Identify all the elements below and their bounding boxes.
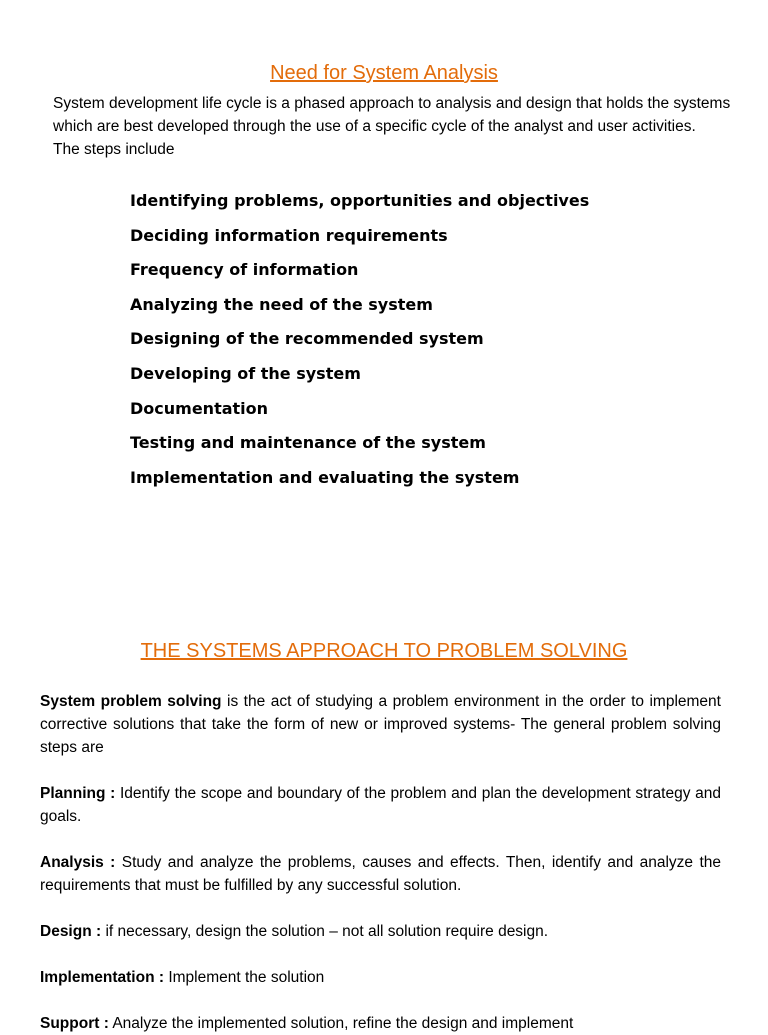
definition-text: is the act of studying a problem environment in the order to implement corrective solutions that take the form of new or improved systems- The general problem solving steps are [40,693,721,756]
term-label: Support : [40,1015,109,1032]
term-label: Implementation : [40,969,165,986]
intro-paragraph: System development life cycle is a phased approach to analysis and design that holds the systems which are best developed through the use of a specific cycle of the analyst and user activities. [53,95,731,135]
list-item: Frequency of information [130,260,359,280]
list-item: Testing and maintenance of the system [130,433,486,453]
definition-text: Identify the scope and boundary of the problem and plan the development strategy and goals. [40,785,721,825]
term-label: Design : [40,923,102,940]
problem-solving-intro [40,690,721,759]
section-title-system-analysis: Need for System Analysis [270,62,498,84]
list-item: Designing of the recommended system [130,329,484,349]
list-item: Analyzing the need of the system [130,294,433,314]
definition-text: Implement the solution [164,969,325,986]
definition-text: Analyze the implemented solution, refine the design and implement [108,1015,574,1032]
section-title-systems-approach: THE SYSTEMS APPROACH TO PROBLEM SOLVING [140,640,628,662]
analysis-paragraph [40,851,721,897]
list-item: Deciding information requirements [130,225,448,245]
intro-block [53,92,763,161]
list-item: Developing of the system [130,363,361,383]
definition-text: if necessary, design the solution – not all solution require design. [101,923,549,940]
term-label: Analysis : [40,854,116,871]
implementation-paragraph [40,966,721,989]
steps-intro: The steps include [53,141,175,158]
design-paragraph [40,920,721,943]
term-label: Planning : [40,785,116,802]
term-label: System problem solving [40,693,222,710]
planning-paragraph [40,782,721,828]
list-item: Identifying problems, opportunities and objectives [130,191,590,210]
definition-text: Study and analyze the problems, causes and effects. Then, identify and analyze the requirements that must be fulfilled by any successful solution. [40,854,721,894]
list-item: Documentation [130,398,269,418]
list-item: Implementation and evaluating the system [130,467,520,487]
steps-list [130,188,589,499]
